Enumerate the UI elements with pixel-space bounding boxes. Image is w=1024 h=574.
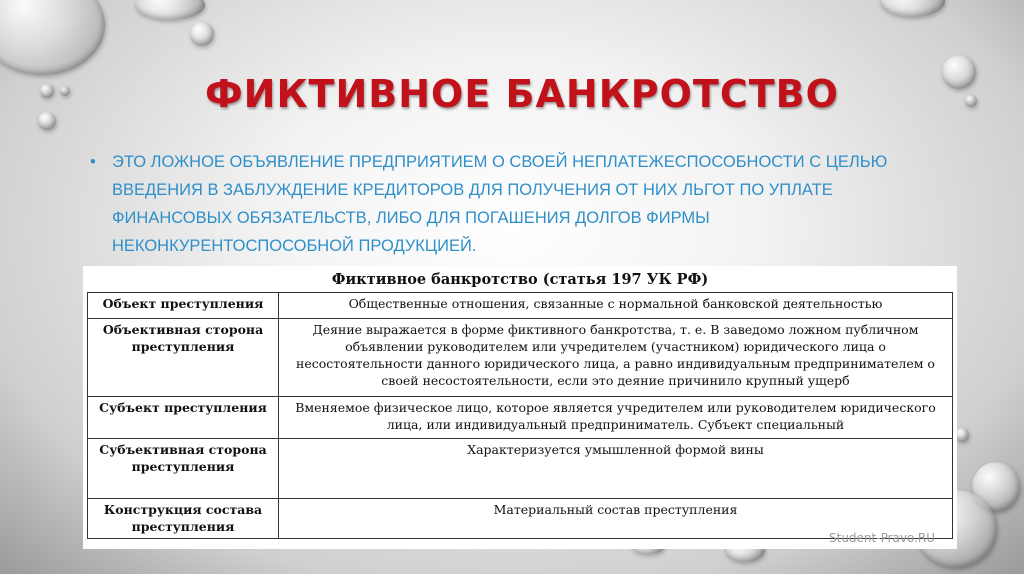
water-drop-decoration bbox=[38, 112, 56, 130]
row-value: Общественные отношения, связанные с нормальной банковской деятельностью bbox=[279, 293, 953, 319]
row-value: Вменяемое физическое лицо, которое является учредителем или руководителем юридического лица, или индивидуальный предприниматель. Субъект специальный bbox=[279, 397, 953, 439]
table-caption: Фиктивное банкротство (статья 197 УК РФ) bbox=[331, 271, 709, 288]
bullet-marker: • bbox=[90, 153, 96, 171]
water-drop-decoration bbox=[0, 0, 105, 75]
article-table bbox=[87, 292, 953, 539]
row-value: Материальный состав преступления bbox=[279, 499, 953, 539]
definition-text: ЭТО ЛОЖНОЕ ОБЪЯВЛЕНИЕ ПРЕДПРИЯТИЕМ О СВОЕЙ НЕПЛАТЕЖЕСПОСОБНОСТИ С ЦЕЛЬЮ ВВЕДЕНИЯ В ЗАБЛУЖДЕНИЕ КРЕДИТОРОВ ДЛЯ ПОЛУЧЕНИЯ ОТ НИХ ЛЬГОТ ПО УПЛАТЕ ФИНАНСОВЫХ ОБЯЗАТЕЛЬСТВ, ЛИБО ДЛЯ ПОГАШЕНИЯ ДОЛГОВ ФИРМЫ НЕКОНКУРЕНТОСПОСОБНОЙ ПРОДУКЦИЕЙ. bbox=[112, 153, 888, 255]
row-label: Субъект преступления bbox=[88, 397, 279, 439]
water-drop-decoration bbox=[955, 428, 969, 442]
definition-bullet bbox=[90, 148, 890, 260]
water-drop-decoration bbox=[135, 0, 205, 20]
row-label: Субъективная сторона преступления bbox=[88, 439, 279, 499]
article-table-card bbox=[83, 266, 957, 549]
water-drop-decoration bbox=[965, 95, 977, 107]
table-row bbox=[88, 319, 953, 397]
water-drop-decoration bbox=[60, 86, 70, 96]
table-row bbox=[88, 293, 953, 319]
site-watermark: Student-Pravo.RU bbox=[829, 531, 936, 545]
slide-title: ФИКТИВНОЕ БАНКРОТСТВО bbox=[205, 72, 839, 116]
water-drop-decoration bbox=[942, 55, 976, 89]
table-row bbox=[88, 499, 953, 539]
row-value: Характеризуется умышленной формой вины bbox=[279, 439, 953, 499]
row-value: Деяние выражается в форме фиктивного банкротства, т. е. В заведомо ложном публичном объявлении руководителем или учредителем (участником) юридического лица о несостоятельности данного юридического лица, а равно индивидуальным предпринимателем о своей несостоятельности, если это деяние причинило крупный ущерб bbox=[279, 319, 953, 397]
water-drop-decoration bbox=[190, 22, 214, 46]
water-drop-decoration bbox=[40, 84, 54, 98]
row-label: Конструкция состава преступления bbox=[88, 499, 279, 539]
row-label: Объективная сторона преступления bbox=[88, 319, 279, 397]
row-label: Объект преступления bbox=[88, 293, 279, 319]
water-drop-decoration bbox=[880, 0, 945, 17]
table-row bbox=[88, 439, 953, 499]
table-row bbox=[88, 397, 953, 439]
